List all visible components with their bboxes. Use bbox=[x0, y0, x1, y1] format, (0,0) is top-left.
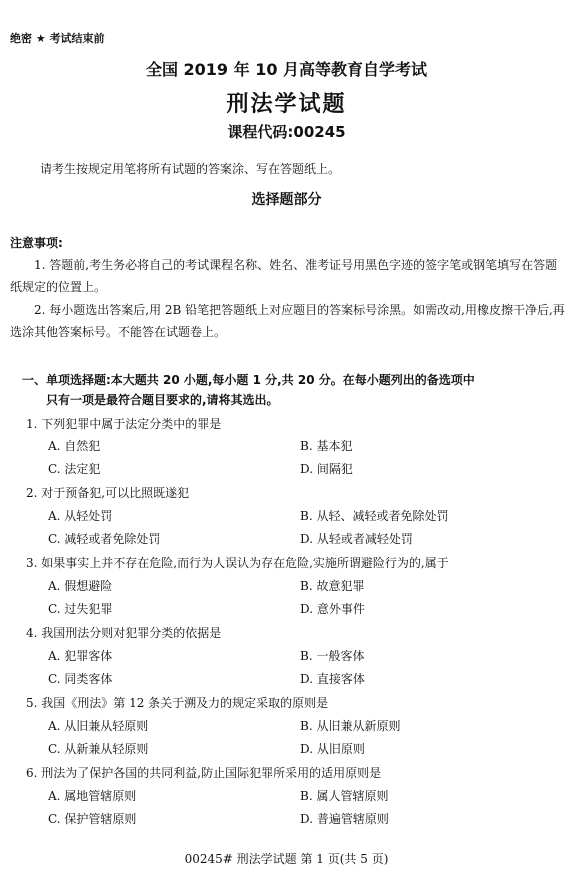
question-option: C. 过失犯罪 bbox=[48, 602, 113, 616]
question-option: C. 减轻或者免除处罚 bbox=[48, 532, 161, 546]
note-item-2: 2. 每小题选出答案后,用 2B 铅笔把答题纸上对应题目的答案标号涂黑。如需改动,用橡皮擦干净后,再选涂其他答案标号。不能答在试题卷上。 bbox=[10, 303, 565, 339]
question-option: A. 假想避险 bbox=[48, 579, 113, 593]
question-option: A. 属地管辖原则 bbox=[48, 789, 137, 803]
note-item-1: 1. 答题前,考生务必将自己的考试课程名称、姓名、准考证号用黑色字迹的签字笔或钢笔填写在答题纸规定的位置上。 bbox=[10, 258, 558, 294]
question-option: C. 从新兼从轻原则 bbox=[48, 742, 149, 756]
subject-title: 刑法学试题 bbox=[226, 92, 347, 117]
exam-title: 全国 2019 年 10 月高等教育自学考试 bbox=[145, 60, 428, 79]
question-option: C. 法定犯 bbox=[48, 462, 101, 476]
question-stem: 2. 对于预备犯,可以比照既遂犯 bbox=[26, 486, 190, 500]
question-stem: 3. 如果事实上并不存在危险,而行为人误认为存在危险,实施所谓避险行为的,属于 bbox=[26, 556, 449, 570]
section-heading-line1: 一、单项选择题:本大题共 20 小题,每小题 1 分,共 20 分。在每小题列出的备选项中 bbox=[22, 373, 475, 387]
question-stem: 1. 下列犯罪中属于法定分类中的罪是 bbox=[26, 417, 222, 431]
question-option: B. 从轻、减轻或者免除处罚 bbox=[300, 509, 449, 523]
question-option: D. 普遍管辖原则 bbox=[300, 812, 389, 826]
question-option: A. 自然犯 bbox=[48, 439, 101, 453]
question-stem: 4. 我国刑法分则对犯罪分类的依据是 bbox=[26, 626, 222, 640]
question-option: D. 意外事件 bbox=[300, 602, 365, 616]
notes-title: 注意事项: bbox=[10, 236, 63, 250]
question-option: B. 属人管辖原则 bbox=[300, 789, 389, 803]
secret-label: 绝密 ★ 考试结束前 bbox=[10, 32, 105, 45]
question-option: A. 犯罪客体 bbox=[48, 649, 113, 663]
question-option: A. 从旧兼从轻原则 bbox=[48, 719, 149, 733]
question-stem: 5. 我国《刑法》第 12 条关于溯及力的规定采取的原则是 bbox=[26, 696, 329, 710]
course-code: 课程代码:00245 bbox=[227, 123, 346, 141]
question-option: C. 保护管辖原则 bbox=[48, 812, 137, 826]
question-option: B. 从旧兼从新原则 bbox=[300, 719, 401, 733]
question-stem: 6. 刑法为了保护各国的共同利益,防止国际犯罪所采用的适用原则是 bbox=[26, 766, 382, 780]
question-option: B. 基本犯 bbox=[300, 439, 353, 453]
page-footer: 00245# 刑法学试题 第 1 页(共 5 页) bbox=[184, 852, 389, 866]
section-heading bbox=[22, 370, 562, 410]
question-option: D. 从旧原则 bbox=[300, 742, 365, 756]
question-option: D. 从轻或者减轻处罚 bbox=[300, 532, 413, 546]
section-heading-line2: 只有一项是最符合题目要求的,请将其选出。 bbox=[46, 393, 279, 407]
question-option: D. 间隔犯 bbox=[300, 462, 353, 476]
question-option: C. 同类客体 bbox=[48, 672, 113, 686]
question-option: A. 从轻处罚 bbox=[48, 509, 113, 523]
part-title: 选择题部分 bbox=[251, 192, 322, 208]
question-option: B. 故意犯罪 bbox=[300, 579, 365, 593]
question-option: D. 直接客体 bbox=[300, 672, 365, 686]
answer-notice: 请考生按规定用笔将所有试题的答案涂、写在答题纸上。 bbox=[40, 162, 341, 176]
question-option: B. 一般客体 bbox=[300, 649, 365, 663]
